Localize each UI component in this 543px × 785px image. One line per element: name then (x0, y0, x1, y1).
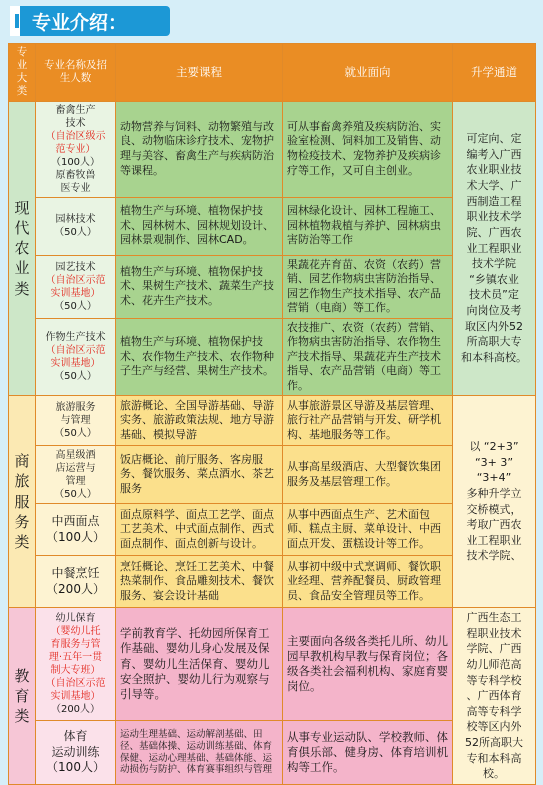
major-cell: 体育 运动训练 （100人） (36, 721, 116, 785)
major-cell: 园艺技术 （自治区示范 实训基地） （50人） (36, 255, 116, 318)
jobs-cell: 园林绿化设计、园林工程施工、园林植物栽植与养护、园林病虫害防治等工作 (283, 197, 453, 255)
jobs-cell: 从事初中级中式烹调师、餐饮职业经理、营养配餐员、厨政管理员、食品安全管理员等工作。 (283, 556, 453, 608)
title-marker (15, 14, 19, 28)
table-row (9, 101, 536, 197)
courses-cell: 运动生理基础、运动解剖基础、田径、基础体操、运动训练基础、体育保健、运动心理基础、基础体能、运动损伤与防护、体育赛事组织与管理 (116, 721, 283, 785)
category-cell: 现 代 农 业 类 (9, 101, 36, 396)
major-cell: 高星级酒 店运营与 管理 （50人） (36, 446, 116, 504)
jobs-cell: 从事专业运动队、学校教师、体育俱乐部、健身房、体育培训机构等工作。 (283, 721, 453, 785)
pathway-cell-continued: 广西生态工 程职业技术 学院、广西 幼儿师范高 等专科学校 、广西体育 高等专科学 校等区内外 52所高职大 专和本科高 校。 (453, 608, 536, 785)
courses-cell: 植物生产与环境、植物保护技术、园林树木、园林规划设计、园林景观制作、园林CAD。 (116, 197, 283, 255)
jobs-cell: 果蔬花卉育苗、农资（农药）营销、园艺作物病虫害防治指导、园艺作物生产技术指导、农产品营销（电商）等工作。 (283, 255, 453, 318)
major-cell: 旅游服务 与管理 （50人） (36, 396, 116, 446)
jobs-cell: 从事高星级酒店、大型餐饮集团服务及基层管理工作。 (283, 446, 453, 504)
major-cell: 中西面点 （100人） (36, 504, 116, 556)
section-title-text: 专业介绍： (32, 11, 128, 34)
header-major: 专业名称及招生人数 (36, 44, 116, 102)
courses-cell: 旅游概论、全国导游基础、导游实务、旅游政策法规、地方导游基础、模拟导游 (116, 396, 283, 446)
section-title (10, 6, 170, 36)
jobs-cell: 主要面向各级各类托儿所、幼儿园早教机构早教与保育岗位；各级各类社会福利机构、家庭育婴岗位。 (283, 608, 453, 721)
jobs-cell: 从事中西面点生产、艺术面包师、糕点主厨、菜单设计、中西面点开发、蛋糕设计等工作。 (283, 504, 453, 556)
table-row (9, 608, 536, 721)
header-jobs: 就业面向 (283, 44, 453, 102)
table-row (9, 396, 536, 446)
major-cell: 园林技术 （50人） (36, 197, 116, 255)
pathway-cell: 可定向、定 编考入广西 农业职业技 术大学、广 西制造工程 职业技术学 院、广西农 业工程职业 技术学院 “乡镇农业 技术员”定 向岗位及考 取区内外52 所高职大专 和本科高校。 (453, 101, 536, 396)
major-cell: 幼儿保育 （婴幼儿托 育服务与管 理·五年一贯 制大专班） （自治区示范 实训基地） （200人） (36, 608, 116, 721)
category-cell: 教 育 类 (9, 608, 36, 785)
majors-table (8, 43, 536, 785)
major-cell: 作物生产技术 （自治区示范 实训基地） （50人） (36, 318, 116, 396)
pathway-cell: 以 “2+3” “3+ 3” “3+4” 多种升学立 交桥模式， 考取广西农 业工程职业 技术学院、 (453, 396, 536, 608)
jobs-cell: 从事旅游景区导游及基层管理、旅行社产品营销与开发、研学机构、基地服务等工作。 (283, 396, 453, 446)
courses-cell: 饭店概论、前厅服务、客房服务、餐饮服务、菜点酒水、茶艺服务 (116, 446, 283, 504)
courses-cell: 植物生产与环境、植物保护技术、农作物生产技术、农作物种子生产与经营、果树生产技术。 (116, 318, 283, 396)
jobs-cell: 农技推广、农资（农药）营销、作物病虫害防治指导、农作物生产技术指导、果蔬花卉生产技术指导、农产品营销（电商）等工作。 (283, 318, 453, 396)
major-cell: 中餐烹饪 （200人） (36, 556, 116, 608)
category-cell: 商 旅 服 务 类 (9, 396, 36, 608)
jobs-cell: 可从事畜禽养殖及疾病防治、实验室检测、饲料加工及销售、动物检疫技术、宠物养护及疾病诊疗等工作，又可自主创业。 (283, 101, 453, 197)
courses-cell: 植物生产与环境、植物保护技术、果树生产技术、蔬菜生产技术、花卉生产技术。 (116, 255, 283, 318)
major-cell: 畜禽生产 技术 （自治区级示 范专业） （100人） 原畜牧兽 医专业 (36, 101, 116, 197)
header-pathway: 升学通道 (453, 44, 536, 102)
courses-cell: 动物营养与饲料、动物繁殖与改良、动物临床诊疗技术、宠物护理与美容、畜禽生产与疾病防治等课程。 (116, 101, 283, 197)
courses-cell: 面点原料学、面点工艺学、面点工艺美术、中式面点制作、西式面点制作、面点创新与设计。 (116, 504, 283, 556)
header-courses: 主要课程 (116, 44, 283, 102)
table-header-row (9, 44, 536, 102)
header-category: 专业大类 (9, 44, 36, 102)
courses-cell: 烹饪概论、烹饪工艺美术、中餐热菜制作、食品雕刻技术、餐饮服务、宴会设计基础 (116, 556, 283, 608)
courses-cell: 学前教育学、托幼园所保育工作基础、婴幼儿身心发展及保育、婴幼儿生活保育、婴幼儿安全照护、婴幼儿行为观察与引导等。 (116, 608, 283, 721)
